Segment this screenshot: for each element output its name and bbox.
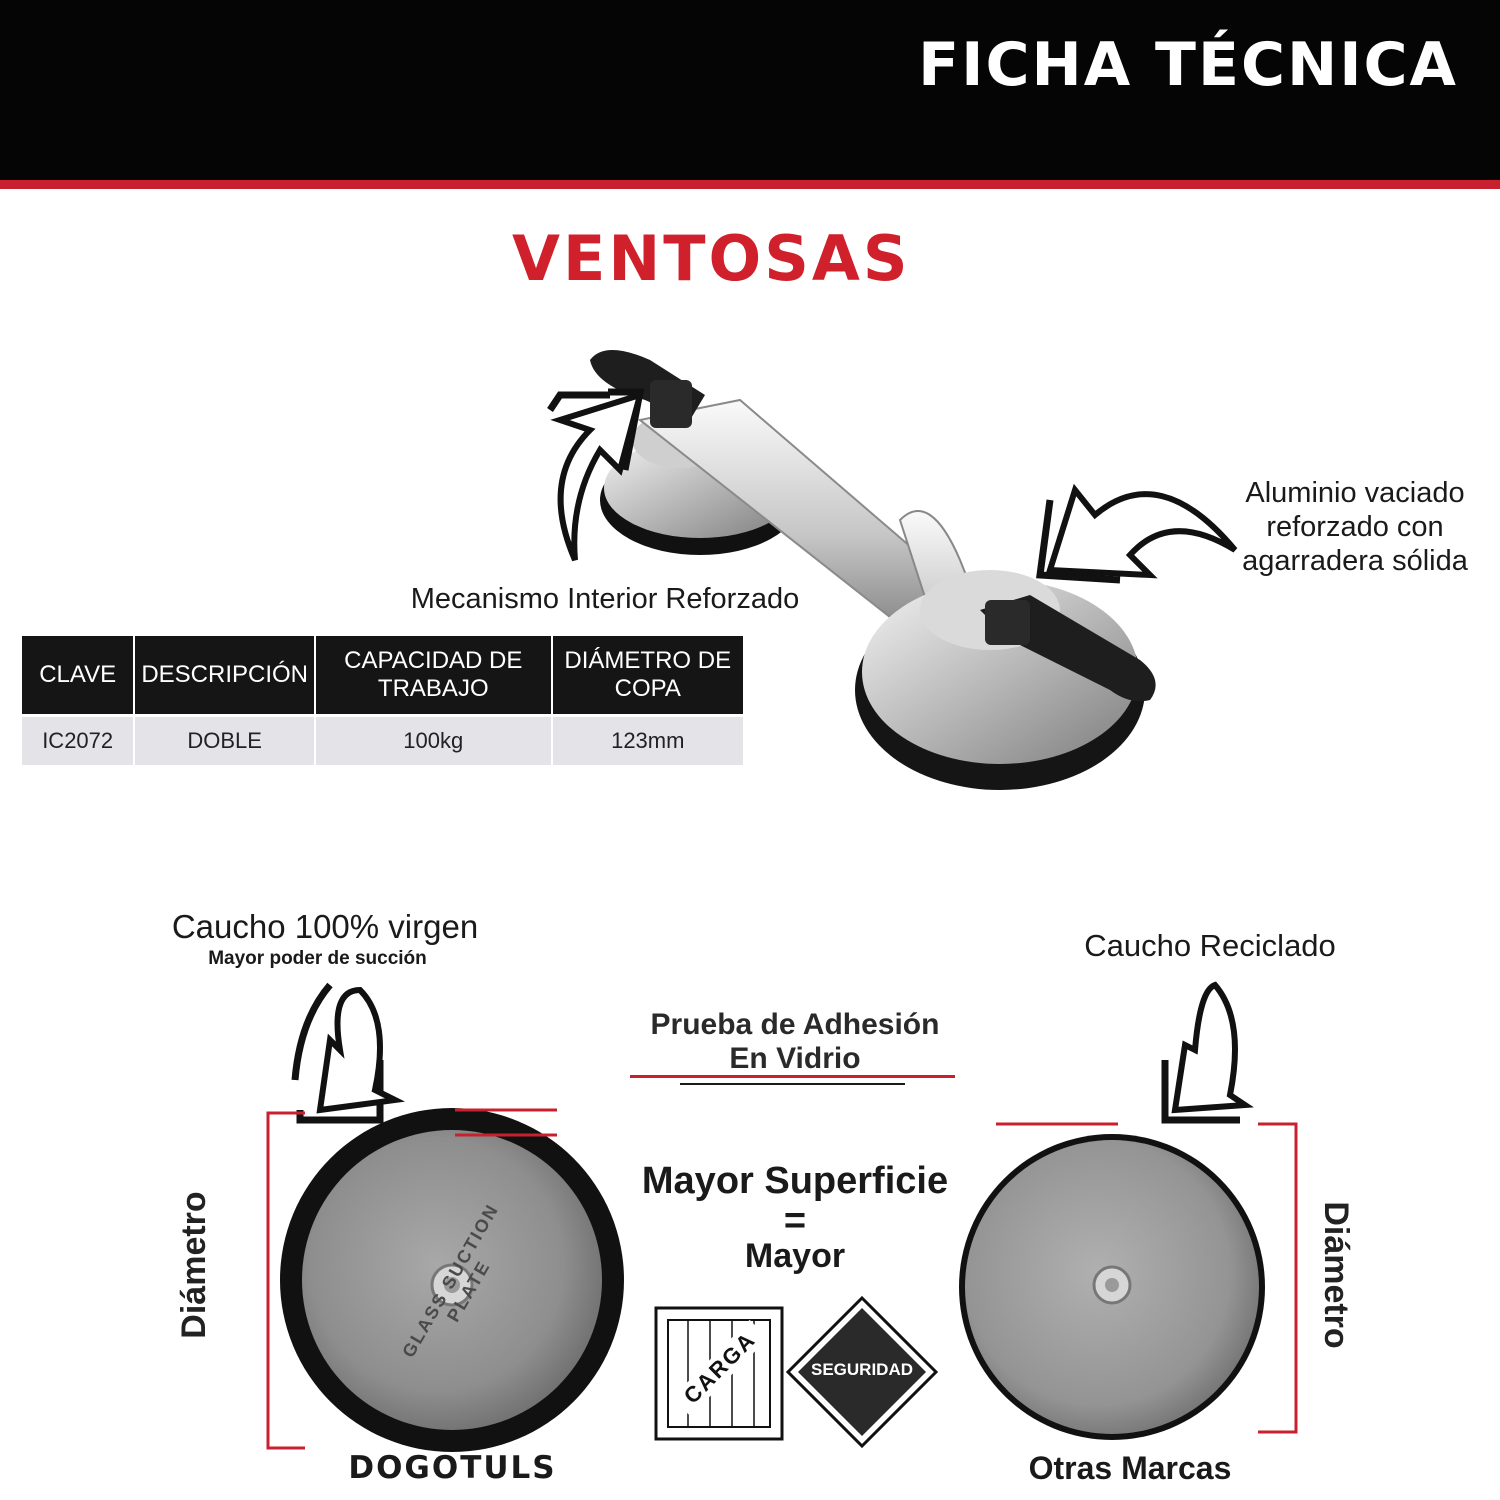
product-title: VENTOSAS	[512, 222, 911, 295]
table-row	[22, 714, 743, 765]
cell-diametro: 123mm	[553, 714, 743, 765]
left-diameter-label: Diámetro	[175, 1191, 213, 1339]
left-rubber-sublabel: Mayor poder de succión	[208, 948, 427, 969]
feature-aluminum-line-3: agarradera sólida	[1242, 545, 1468, 577]
surface-line-2: Mayor	[744, 1237, 846, 1275]
seguridad-label: SEGURIDAD	[810, 1360, 913, 1379]
column-header-diametro: DIÁMETRO DE COPA	[553, 636, 743, 714]
title-underline-red	[630, 1075, 955, 1078]
page-title: FICHA TÉCNICA	[918, 30, 1458, 100]
carga-label: CARGA	[672, 1320, 768, 1416]
feature-aluminum-label	[1230, 476, 1480, 578]
adhesion-test-title	[580, 1008, 1010, 1076]
plate-embossed-text: GLASS SUCTION PLATE	[398, 1200, 503, 1361]
brand-dogotuls: DOGOTULS	[348, 1450, 557, 1486]
right-rubber-label: Caucho Reciclado	[1084, 928, 1336, 963]
column-header-capacidad: CAPACIDAD DE TRABAJO	[316, 636, 551, 714]
cell-clave: IC2072	[22, 714, 133, 765]
spec-table-header-row	[22, 636, 743, 714]
left-rubber-label: Caucho 100% virgen	[171, 908, 479, 945]
right-diameter-label: Diámetro	[1317, 1201, 1355, 1349]
title-underline-dark	[680, 1083, 905, 1085]
column-header-clave: CLAVE	[22, 636, 133, 714]
spec-table	[20, 636, 745, 765]
cell-capacidad: 100kg	[316, 714, 551, 765]
adhesion-test-title-line-2: En Vidrio	[729, 1042, 861, 1075]
adhesion-test-title-line-1: Prueba de Adhesión	[650, 1008, 940, 1041]
brand-otras-marcas: Otras Marcas	[1028, 1450, 1232, 1486]
surface-equals: =	[783, 1200, 807, 1242]
feature-aluminum-line-2: reforzado con	[1266, 511, 1444, 543]
feature-mechanism-label: Mecanismo Interior Reforzado	[410, 583, 800, 615]
cell-descripcion: DOBLE	[135, 714, 314, 765]
column-header-descripcion: DESCRIPCIÓN	[135, 636, 314, 714]
feature-aluminum-line-1: Aluminio vaciado	[1245, 477, 1465, 509]
surface-line-1: Mayor Superficie	[641, 1160, 949, 1202]
